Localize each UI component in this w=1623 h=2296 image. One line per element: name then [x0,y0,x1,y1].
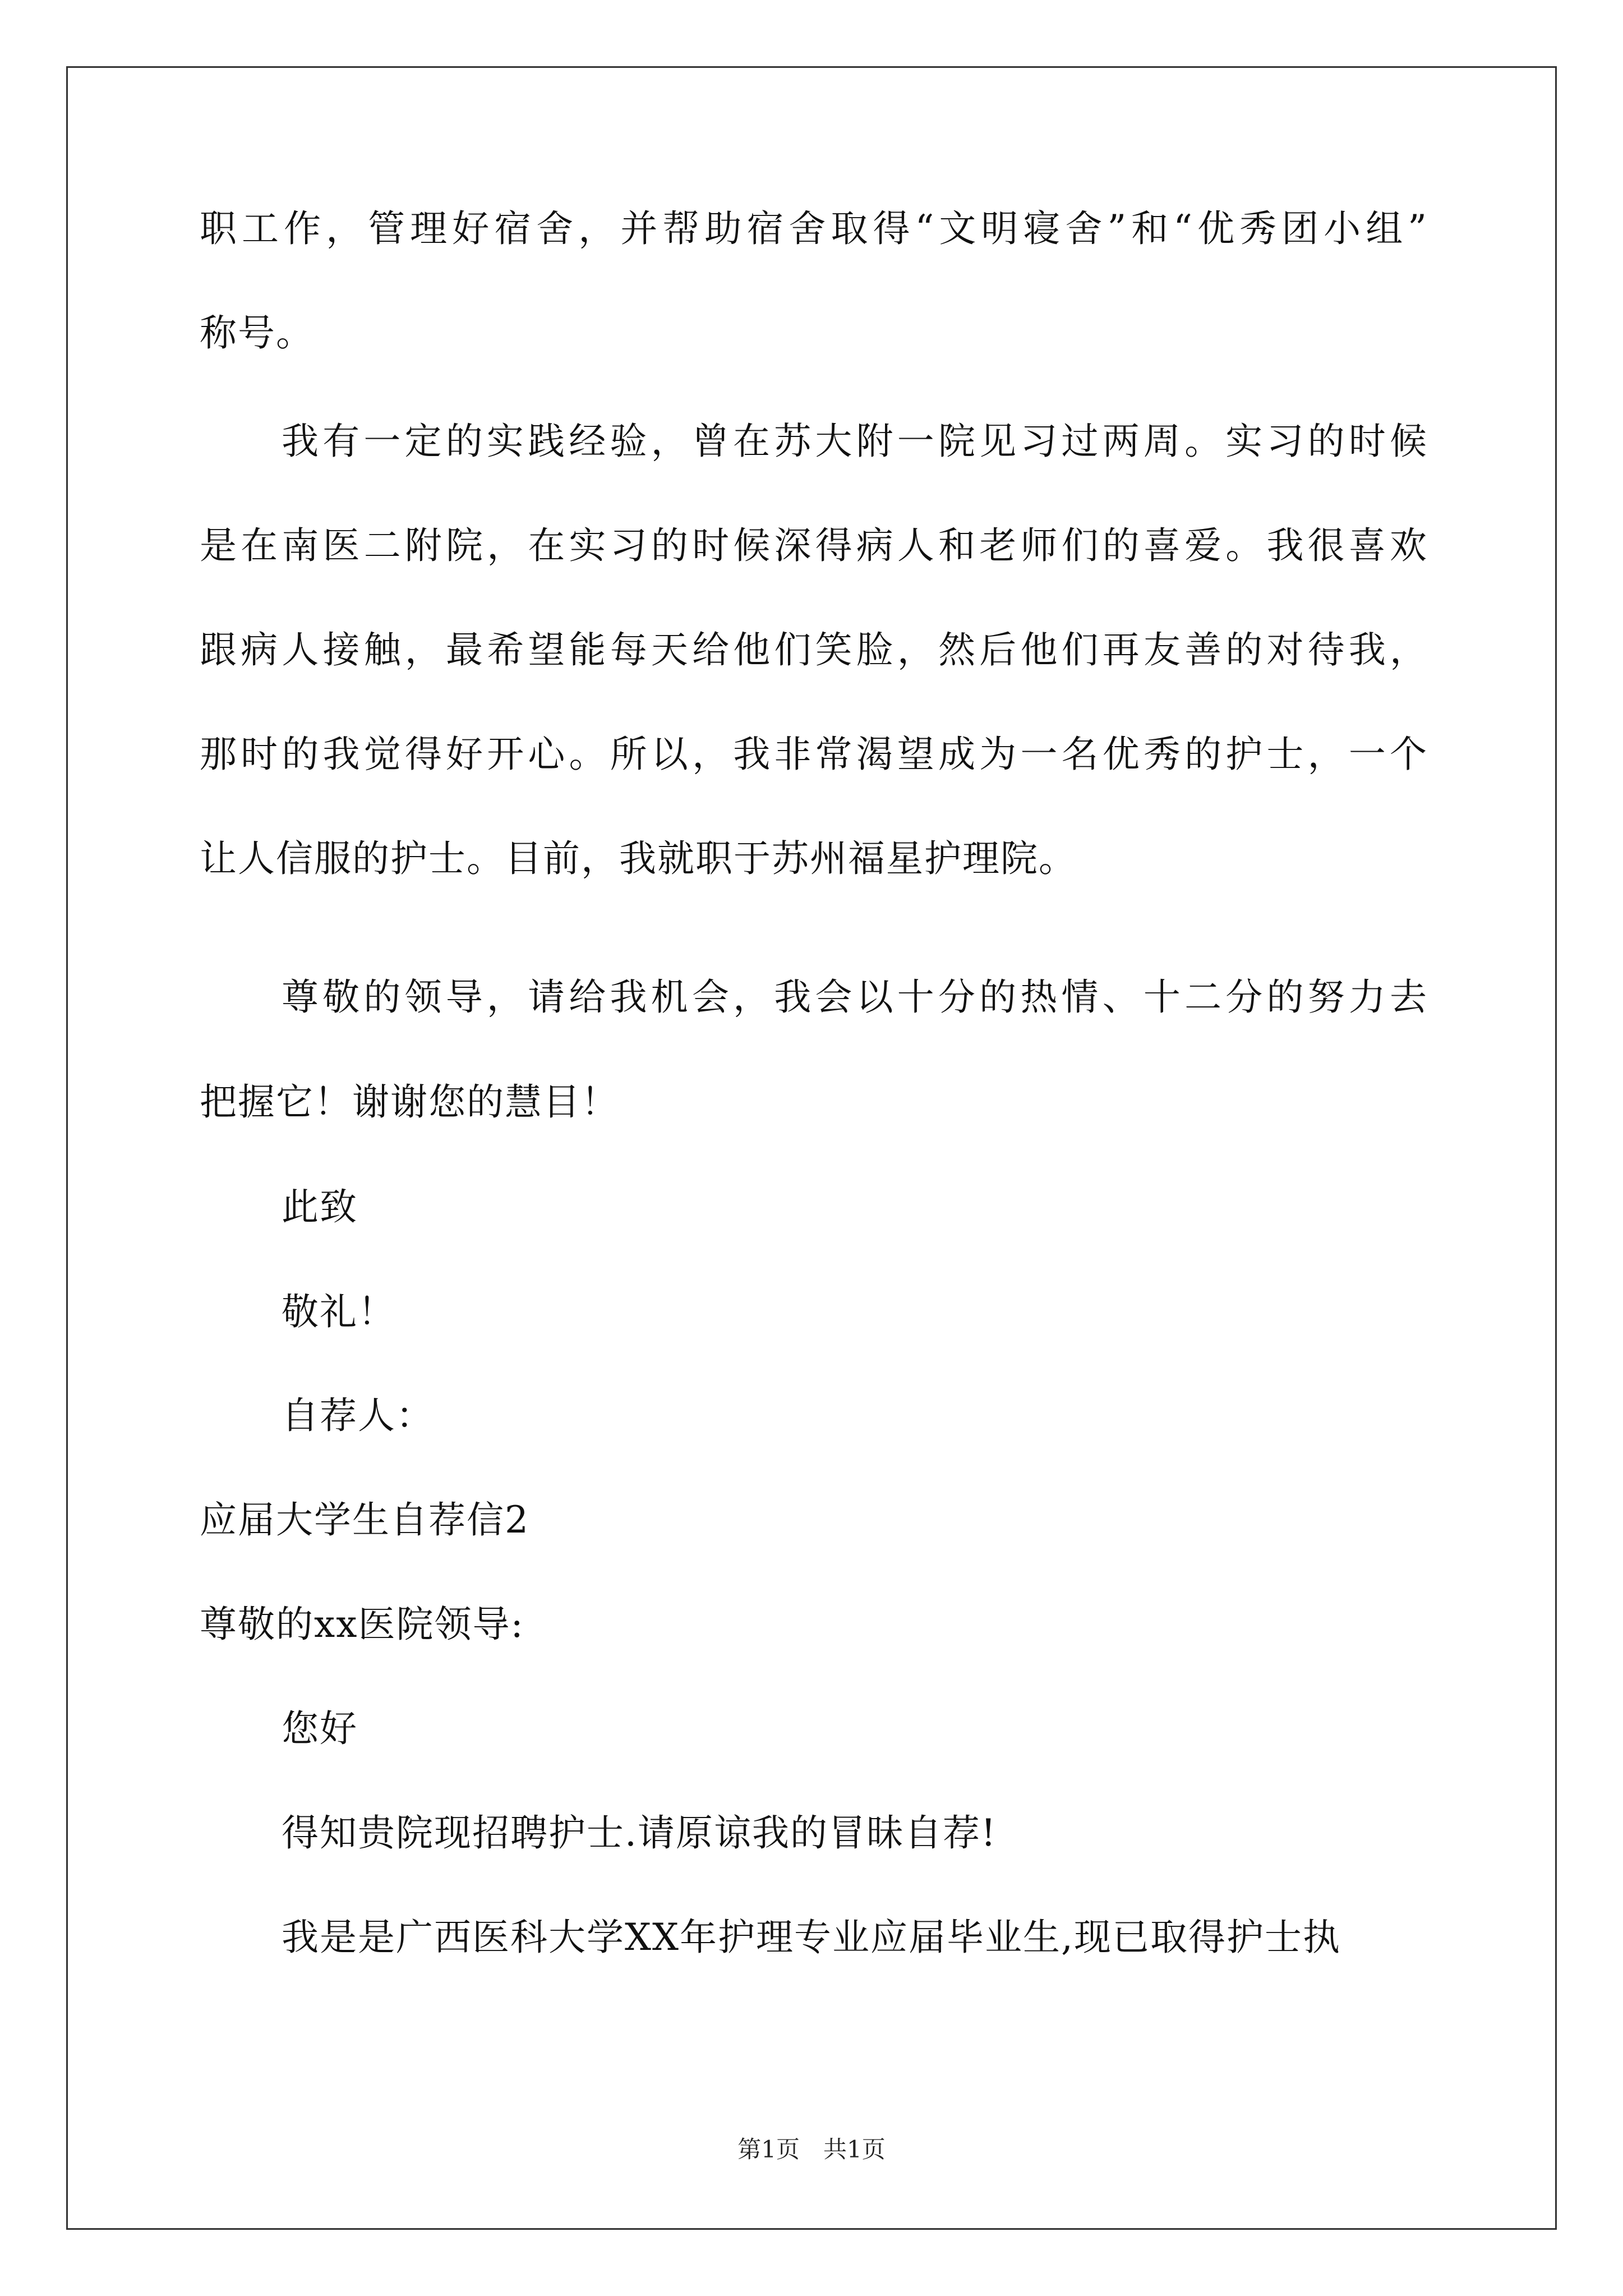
letter-addressee: 尊敬的xx医院领导: [200,1603,524,1646]
body-line-4: 是在南医二附院，在实习的时候深得病人和老师们的喜爱。我很喜欢 [200,524,1428,567]
body-line-8: 尊敬的领导，请给我机会，我会以十分的热情、十二分的努力去 [282,976,1428,1019]
body-line-5: 跟病人接触，最希望能每天给他们笑脸，然后他们再友善的对待我， [200,628,1428,671]
page-footer: 第1页 共1页 [737,2136,886,2163]
body-line-9: 把握它！谢谢您的慧目！ [200,1080,619,1124]
letter-greeting: 您好 [282,1707,358,1750]
body-line-17: 我是是广西医科大学XX年护理专业应届毕业生,现已取得护士执 [282,1916,1341,1959]
signature-label: 自荐人： [282,1394,434,1437]
closing-salutation: 此致 [282,1185,358,1228]
body-line-6: 那时的我觉得好开心。所以，我非常渴望成为一名优秀的护士，一个 [200,733,1428,776]
body-line-1: 职工作，管理好宿舍，并帮助宿舍取得“文明寝舍”和“优秀团小组” [200,207,1428,250]
body-line-16: 得知贵院现招聘护士.请原谅我的冒昧自荐! [282,1811,997,1855]
page-border [66,66,1557,2230]
body-line-3: 我有一定的实践经验，曾在苏大附一院见习过两周。实习的时候 [282,420,1428,463]
body-line-7: 让人信服的护士。目前，我就职于苏州福星护理院。 [200,837,1077,880]
section-heading: 应届大学生自荐信2 [200,1498,529,1542]
closing-regards: 敬礼！ [282,1290,396,1333]
body-line-2: 称号。 [200,311,314,355]
